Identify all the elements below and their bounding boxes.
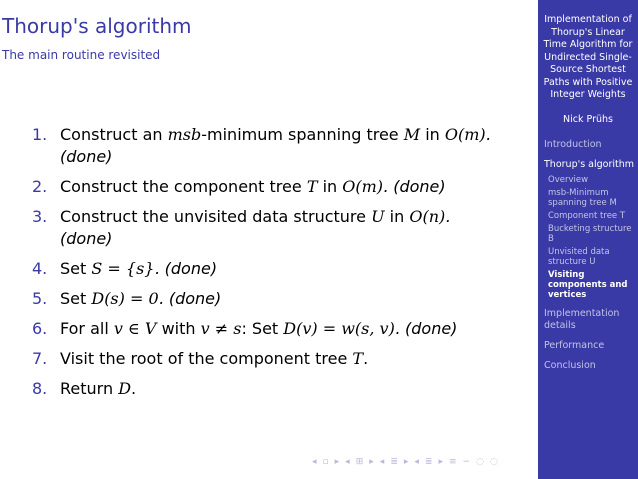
beamer-navigation-bar	[312, 457, 498, 467]
step-number: 2.	[32, 177, 48, 196]
sidebar-subitem-overview[interactable]: Overview	[548, 174, 589, 185]
step-text: Construct the unvisited data structure U in O(n). (done)	[60, 207, 451, 248]
nav-symbol[interactable]: ≣	[424, 457, 433, 467]
algorithm-steps	[32, 124, 522, 408]
nav-symbol[interactable]: ≡	[449, 457, 457, 467]
done-marker: (done)	[168, 289, 222, 308]
nav-symbol[interactable]: ▸	[403, 457, 409, 467]
step-item	[32, 348, 522, 370]
nav-symbol[interactable]: ⊞	[355, 457, 364, 467]
step-item	[32, 176, 522, 198]
step-text: Visit the root of the component tree T.	[60, 349, 369, 368]
step-text: Set D(s) = 0. (done)	[60, 289, 222, 308]
sidebar-item-conclusion[interactable]: Conclusion	[544, 359, 596, 371]
sidebar-subitem-visiting[interactable]: Visiting components and vertices	[548, 269, 628, 300]
nav-symbol[interactable]: ∽	[462, 457, 471, 467]
nav-symbol[interactable]: ▸	[369, 457, 374, 467]
sidebar-subitem-component-tree[interactable]: Component tree T	[548, 210, 626, 221]
done-marker: (done)	[60, 147, 113, 166]
step-number: 6.	[32, 319, 48, 338]
step-item	[32, 318, 522, 340]
nav-symbol[interactable]: ▫	[322, 457, 329, 467]
nav-symbol[interactable]: ◂	[379, 457, 385, 467]
sidebar-subitem-unvisited[interactable]: Unvisited data structure U	[548, 246, 610, 267]
sidebar-subitem-bucketing[interactable]: Bucketing structure B	[548, 223, 632, 244]
done-marker: (done)	[164, 259, 218, 278]
sidebar-item-performance[interactable]: Performance	[544, 339, 605, 351]
step-text: Construct the component tree T in O(m). (done)	[60, 177, 446, 196]
nav-symbol[interactable]: ◂	[345, 457, 350, 467]
step-number: 5.	[32, 289, 48, 308]
nav-symbol[interactable]: ▸	[334, 457, 340, 467]
sidebar-nav	[538, 139, 638, 372]
nav-symbol[interactable]: ◌	[489, 457, 498, 467]
sidebar-item-implementation[interactable]: Implementation details	[544, 307, 620, 331]
step-number: 4.	[32, 259, 48, 278]
presentation-title: Implementation of Thorup's Linear Time Algorithm for Undirected Single-Source Shortest Paths with Positive Integer Weights	[543, 14, 633, 100]
sidebar-item-introduction[interactable]: Introduction	[544, 138, 602, 150]
nav-symbol[interactable]: ◌	[476, 457, 484, 467]
step-text: For all v ∈ V with v ≠ s: Set D(v) = w(s, v). (done)	[60, 319, 458, 338]
done-marker: (done)	[60, 229, 113, 248]
done-marker: (done)	[405, 319, 458, 338]
step-item	[32, 258, 522, 280]
step-item	[32, 124, 522, 168]
step-item	[32, 206, 522, 250]
nav-symbol[interactable]: ▸	[438, 457, 443, 467]
step-number: 3.	[32, 207, 48, 226]
nav-symbol[interactable]: ◂	[312, 457, 317, 467]
frame-title: Thorup's algorithm	[2, 14, 192, 38]
step-number: 1.	[32, 125, 48, 144]
step-text: Return D.	[60, 379, 137, 398]
nav-symbol[interactable]: ◂	[414, 457, 419, 467]
step-item	[32, 288, 522, 310]
step-text: Construct an msb-minimum spanning tree M in O(m). (done)	[60, 125, 491, 166]
sidebar-subitem-msb-mst[interactable]: msb-Minimum spanning tree M	[548, 187, 617, 208]
frame-subtitle: The main routine revisited	[2, 48, 161, 62]
sidebar-subsections	[544, 175, 638, 300]
step-text: Set S = {s}. (done)	[60, 259, 218, 278]
step-number: 8.	[32, 379, 48, 398]
step-number: 7.	[32, 349, 48, 368]
nav-symbol[interactable]: ≣	[390, 457, 398, 467]
step-item	[32, 378, 522, 400]
author-name: Nick Prühs	[563, 113, 613, 125]
sidebar-item-thorups-algorithm[interactable]: Thorup's algorithm	[544, 158, 635, 170]
sidebar	[538, 0, 638, 479]
done-marker: (done)	[393, 177, 446, 196]
